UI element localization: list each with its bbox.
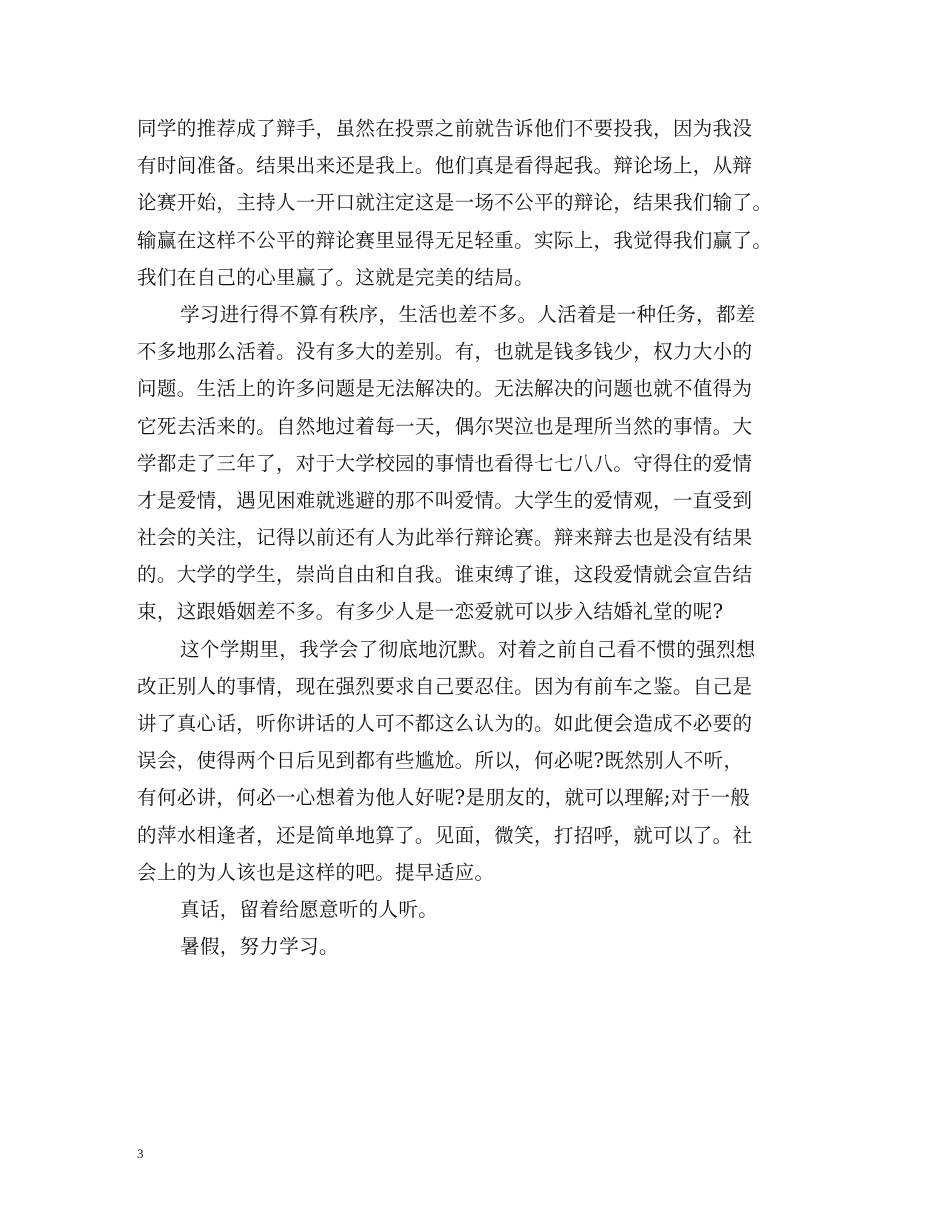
page-number: 3: [137, 1146, 144, 1161]
text-line: 有时间准备。结果出来还是我上。他们真是看得起我。辩论场上，从辩: [137, 154, 753, 178]
text-line: 才是爱情，遇见困难就逃避的那不叫爱情。大学生的爱情观，一直受到: [137, 488, 753, 512]
text-line: 问题。生活上的许多问题是无法解决的。无法解决的问题也就不值得为: [137, 377, 753, 401]
text-line: 的萍水相逢者，还是简单地算了。见面，微笑，打招呼，就可以了。社: [137, 823, 753, 847]
text-line: 它死去活来的。自然地过着每一天，偶尔哭泣也是理所当然的事情。大: [137, 414, 753, 438]
text-line: 讲了真心话，听你讲话的人可不都这么认为的。如此便会造成不必要的: [137, 712, 753, 735]
text-line: 有何必讲，何必一心想着为他人好呢?是朋友的，就可以理解;对于一般: [137, 786, 751, 810]
text-line: 我们在自己的心里赢了。这就是完美的结局。: [137, 265, 535, 289]
text-line: 输赢在这样不公平的辩论赛里显得无足轻重。实际上，我觉得我们赢了。: [137, 228, 773, 252]
text-line: 同学的推荐成了辩手，虽然在投票之前就告诉他们不要投我，因为我没: [137, 117, 753, 140]
paragraph-start-line: 真话，留着给愿意听的人听。: [180, 897, 439, 921]
paragraph-start-line: 学习进行得不算有秩序，生活也差不多。人活着是一种任务，都差: [180, 302, 756, 326]
text-line: 会上的为人该也是这样的吧。提早适应。: [137, 860, 495, 884]
text-line: 社会的关注，记得以前还有人为此举行辩论赛。辩来辩去也是没有结果: [137, 526, 753, 550]
body-text: [137, 110, 827, 965]
paragraph-start-line: 暑假，努力学习。: [180, 935, 339, 959]
text-line: 改正别人的事情，现在强烈要求自己要忍住。因为有前车之鉴。自己是: [137, 674, 753, 698]
text-line: 误会，使得两个日后见到都有些尴尬。所以，何必呢?既然别人不听，: [137, 749, 744, 773]
text-line: 论赛开始，主持人一开口就注定这是一场不公平的辩论，结果我们输了。: [137, 191, 773, 215]
text-line: 的。大学的学生，崇尚自由和自我。谁束缚了谁，这段爱情就会宣告结: [137, 563, 753, 587]
text-line: 不多地那么活着。没有多大的差别。有，也就是钱多钱少，权力大小的: [137, 340, 753, 364]
text-line: 学都走了三年了，对于大学校园的事情也看得七七八八。守得住的爱情: [137, 451, 753, 475]
text-line: 束，这跟婚姻差不多。有多少人是一恋爱就可以步入结婚礼堂的呢?: [137, 600, 724, 624]
paragraph-start-line: 这个学期里，我学会了彻底地沉默。对着之前自己看不惯的强烈想: [180, 637, 756, 661]
